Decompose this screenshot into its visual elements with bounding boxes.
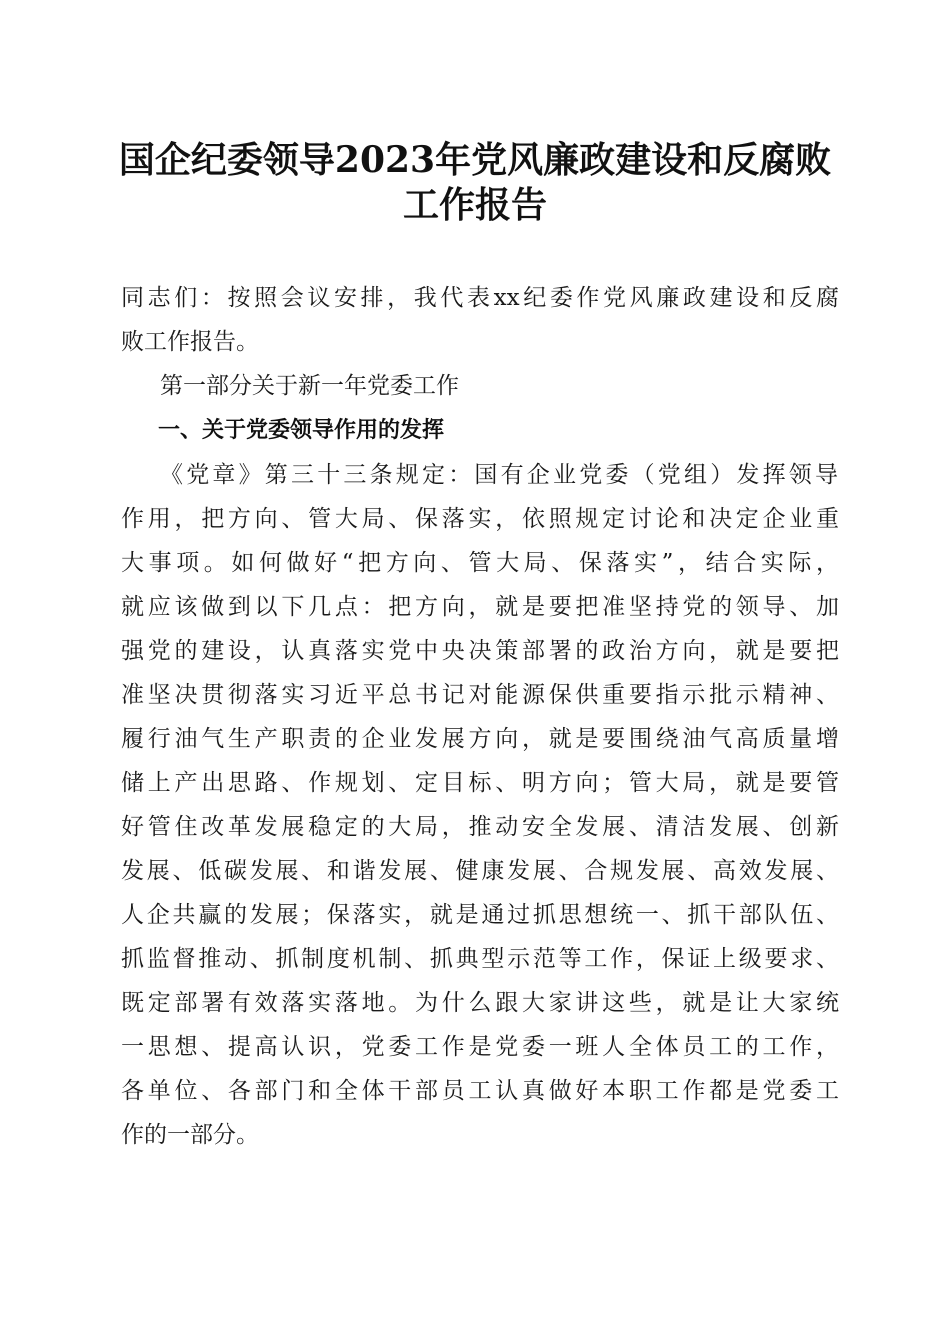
- paragraph-line: 作的一部分。: [121, 1122, 259, 1148]
- part-heading: 第一部分关于新一年党委工作: [160, 373, 459, 399]
- salutation-line-1: 同志们：按照会议安排，我代表xx纪委作党风廉政建设和反腐: [121, 285, 839, 311]
- paragraph-line: 强党的建设，认真落实党中央决策部署的政治方向，就是要把: [121, 638, 839, 664]
- salutation-line-2: 败工作报告。: [121, 329, 259, 355]
- paragraph-line: 准坚决贯彻落实习近平总书记对能源保供重要指示批示精神、: [121, 682, 839, 708]
- paragraph-line: 大事项。如何做好“把方向、管大局、保落实”，结合实际，: [121, 550, 839, 576]
- document-title-line-1: 国企纪委领导2023年党风廉政建设和反腐败: [118, 139, 832, 181]
- paragraph-line: 好管住改革发展稳定的大局，推动安全发展、清洁发展、创新: [121, 814, 839, 840]
- paragraph-line: 一思想、提高认识，党委工作是党委一班人全体员工的工作，: [121, 1034, 839, 1060]
- paragraph-line: 作用，把方向、管大局、保落实，依照规定讨论和决定企业重: [121, 506, 839, 532]
- paragraph-line: 发展、低碳发展、和谐发展、健康发展、合规发展、高效发展、: [121, 858, 839, 884]
- section-heading: 一、关于党委领导作用的发挥: [158, 418, 445, 443]
- paragraph-line: 各单位、各部门和全体干部员工认真做好本职工作都是党委工: [121, 1078, 839, 1104]
- paragraph-line: 就应该做到以下几点：把方向，就是要把准坚持党的领导、加: [121, 594, 839, 620]
- paragraph-line: 《党章》第三十三条规定：国有企业党委（党组）发挥领导: [160, 462, 838, 488]
- paragraph-line: 储上产出思路、作规划、定目标、明方向；管大局，就是要管: [121, 770, 839, 796]
- paragraph-line: 抓监督推动、抓制度机制、抓典型示范等工作，保证上级要求、: [121, 946, 839, 972]
- paragraph-line: 人企共赢的发展；保落实，就是通过抓思想统一、抓干部队伍、: [121, 902, 839, 928]
- paragraph-line: 既定部署有效落实落地。为什么跟大家讲这些，就是让大家统: [121, 990, 839, 1016]
- document-title-line-2: 工作报告: [402, 184, 547, 226]
- paragraph-line: 履行油气生产职责的企业发展方向，就是要围绕油气高质量增: [121, 726, 839, 752]
